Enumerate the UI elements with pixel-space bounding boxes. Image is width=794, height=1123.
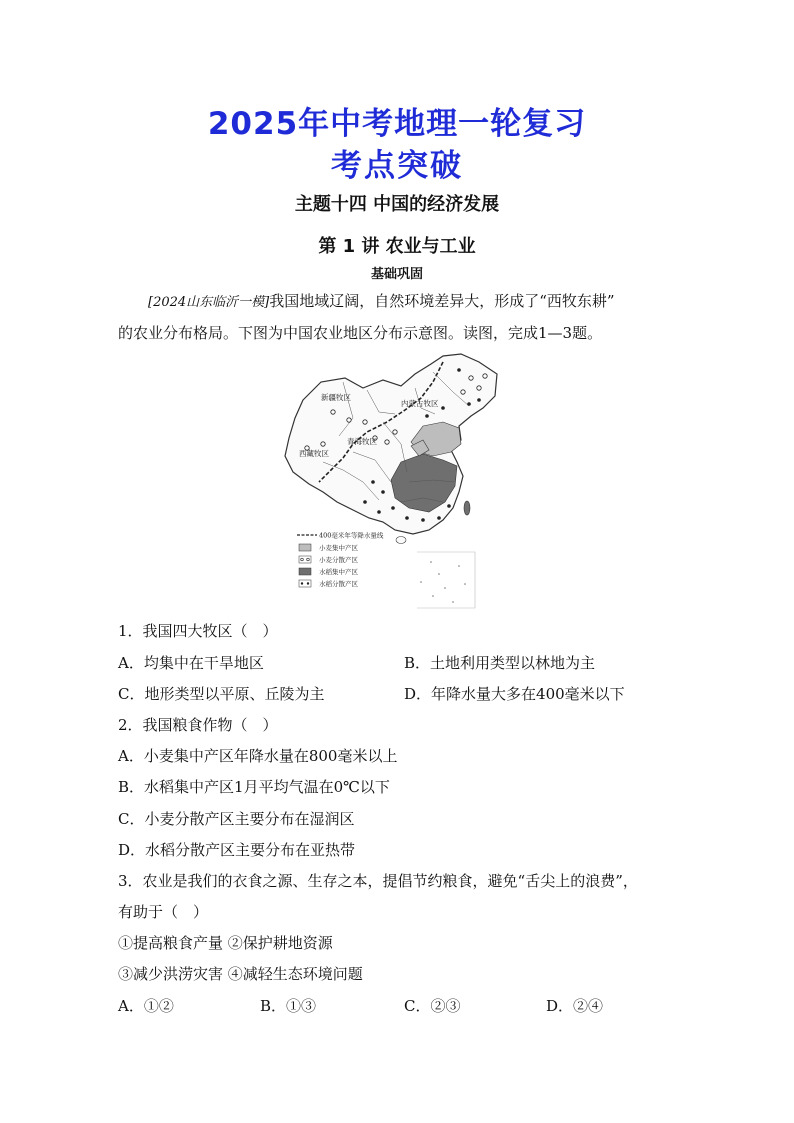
- topic-heading: 主题十四 中国的经济发展: [294, 194, 500, 215]
- intro-text-2: 的农业分布格局。下图为中国农业地区分布示意图。读图，完成1—3题。: [118, 324, 603, 342]
- region-label-qinghai: 青海牧区: [347, 437, 377, 446]
- legend-label-rice-concentrated: 水稻集中产区: [319, 568, 358, 576]
- question-3-option-d: D．②④: [546, 997, 604, 1015]
- question-3-stem-cont: 有助于（ ）: [118, 903, 209, 921]
- legend-label-rice-dispersed: 水稻分散产区: [319, 580, 358, 588]
- taiwan-island: [464, 501, 470, 515]
- region-label-xinjiang: 新疆牧区: [321, 393, 351, 402]
- south-sea-frame: [417, 552, 475, 608]
- question-3-statements-2: ③减少洪涝灾害 ④减轻生态环境问题: [118, 965, 363, 983]
- question-1-stem: 1．我国四大牧区（ ）: [118, 622, 278, 640]
- intro-source: [2024山东临沂一模]: [148, 295, 270, 310]
- hainan-island: [396, 537, 406, 544]
- question-2-option-c: C．小麦分散产区主要分布在湿润区: [118, 810, 355, 828]
- china-agriculture-map: [283, 352, 499, 610]
- question-3-option-b: B．①③: [260, 997, 317, 1015]
- question-2-option-a: A．小麦集中产区年降水量在800毫米以上: [118, 747, 398, 765]
- lecture-heading: 第 1 讲 农业与工业: [318, 236, 476, 257]
- question-3-statements-1: ①提高粮食产量 ②保护耕地资源: [118, 934, 333, 952]
- map-legend: [297, 531, 384, 589]
- legend-label-wheat-concentrated: 小麦集中产区: [319, 544, 358, 552]
- question-1-option-b: B．土地利用类型以林地为主: [404, 654, 596, 672]
- legend-label-isohyet: 400毫米年等降水量线: [319, 531, 384, 540]
- question-2-stem: 2．我国粮食作物（ ）: [118, 716, 278, 734]
- section-heading: 基础巩固: [370, 267, 423, 282]
- region-label-xizang: 西藏牧区: [299, 449, 329, 458]
- legend-label-wheat-dispersed: 小麦分散产区: [319, 556, 358, 564]
- question-1-option-a: A．均集中在干旱地区: [118, 654, 264, 672]
- document-title: 2025年中考地理一轮复习: [207, 106, 587, 142]
- question-2-option-b: B．水稻集中产区1月平均气温在0℃以下: [118, 778, 390, 796]
- intro-paragraph: [118, 286, 678, 349]
- question-1-option-c: C．地形类型以平原、丘陵为主: [118, 685, 325, 703]
- question-3-option-a: A．①②: [118, 997, 174, 1015]
- document-subtitle: 考点突破: [331, 148, 463, 184]
- question-3-option-c: C．②③: [404, 997, 461, 1015]
- question-1-option-d: D．年降水量大多在400毫米以下: [404, 685, 625, 703]
- question-3-stem: 3．农业是我们的衣食之源、生存之本，提倡节约粮食，避免“舌尖上的浪费”，: [118, 872, 638, 890]
- region-label-neimenggu: 内蒙古牧区: [401, 399, 439, 408]
- south-sea-islands: [420, 561, 466, 603]
- question-2-option-d: D．水稻分散产区主要分布在亚热带: [118, 841, 356, 859]
- intro-text-1: 我国地域辽阔，自然环境差异大，形成了“西牧东耕”: [269, 292, 615, 310]
